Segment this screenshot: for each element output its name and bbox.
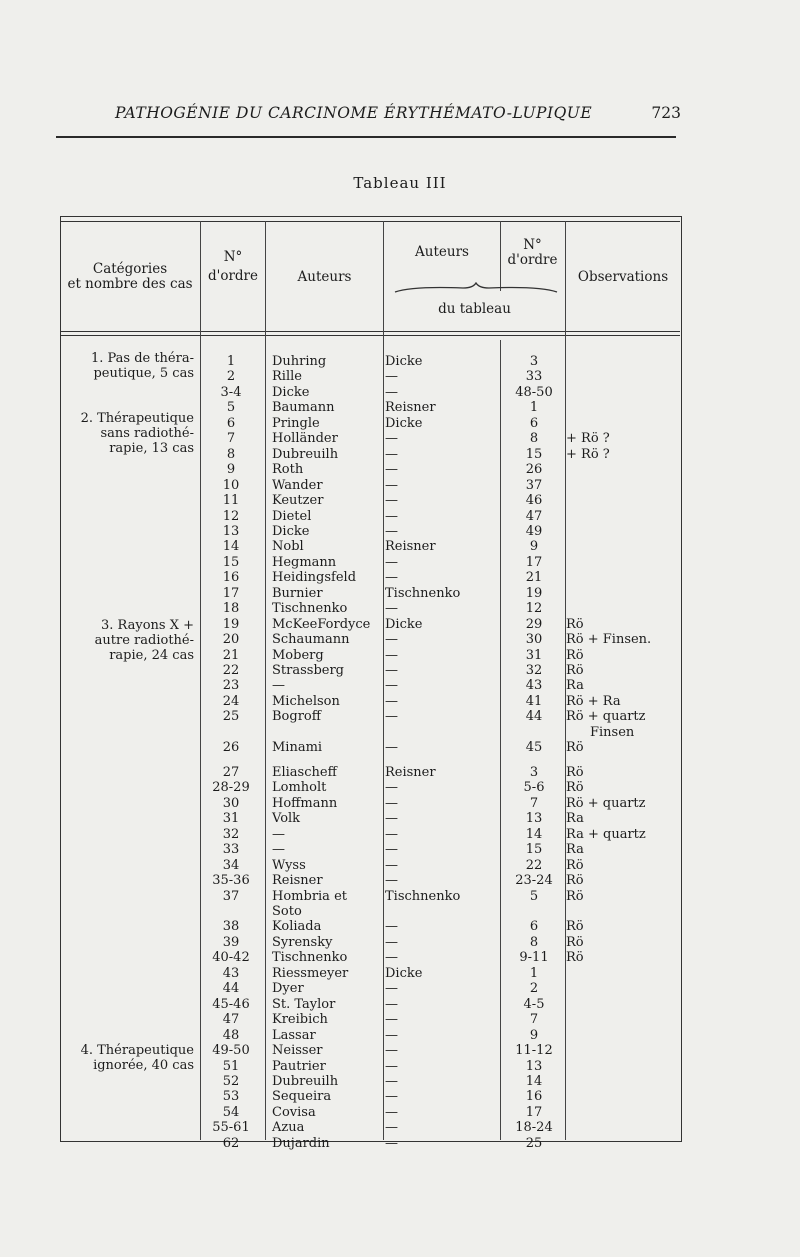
- row-table-author: —: [385, 919, 398, 935]
- row-table-author: —: [385, 740, 398, 756]
- row-numero: 21: [222, 647, 240, 663]
- row-table-author: —: [385, 523, 398, 539]
- row-numero: 62: [222, 1135, 240, 1151]
- row-numero: 38: [222, 919, 240, 935]
- row-numero: 14: [222, 539, 240, 555]
- row-numero: 33: [222, 842, 240, 858]
- row-author: Lassar: [272, 1027, 316, 1043]
- row-table-author: —: [385, 678, 398, 694]
- row-numero: 22: [222, 663, 240, 678]
- row-numero: 5: [226, 400, 236, 416]
- row-table-numero: 14: [525, 1073, 543, 1089]
- header-observations: Observations: [577, 269, 669, 285]
- row-numero: 45-46: [212, 996, 250, 1012]
- row-table-numero: 4-5: [523, 996, 545, 1012]
- row-author: Kreibich: [272, 1012, 328, 1028]
- row-numero: 20: [222, 632, 240, 648]
- row-observation: Rö: [566, 647, 584, 663]
- row-table-numero: 13: [525, 811, 543, 827]
- row-table-numero: 47: [525, 508, 543, 524]
- row-observation: Ra: [566, 811, 584, 827]
- row-table-author: Dicke: [385, 965, 423, 981]
- row-numero: 25: [222, 709, 240, 725]
- row-numero: 47: [222, 1012, 240, 1028]
- row-table-author: —: [385, 795, 398, 811]
- row-table-numero: 37: [525, 477, 543, 493]
- row-numero: 6: [226, 415, 236, 431]
- row-numero: 52: [222, 1073, 240, 1089]
- row-numero: 54: [222, 1104, 240, 1120]
- row-numero: 49-50: [212, 1043, 250, 1059]
- row-author: —: [272, 826, 285, 842]
- row-author: Schaumann: [272, 632, 350, 648]
- row-observation: + Rö ?: [566, 431, 610, 447]
- row-table-numero: 41: [525, 693, 543, 709]
- row-author: Moberg: [272, 647, 324, 663]
- row-table-author: —: [385, 1012, 398, 1028]
- row-author: Holländer: [272, 431, 338, 447]
- row-author: Heidingsfeld: [272, 570, 357, 586]
- row-table-numero: 45: [525, 740, 543, 756]
- header-numero: N° d'ordre: [207, 249, 259, 284]
- header-rule: [56, 136, 676, 138]
- row-table-author: —: [385, 554, 398, 570]
- row-author: Volk: [272, 811, 301, 827]
- row-table-author: —: [385, 601, 398, 617]
- row-table-numero: 31: [525, 647, 543, 663]
- row-observation: Rö + quartz: [566, 709, 646, 725]
- row-table-author: —: [385, 1089, 398, 1105]
- row-observation: Rö: [566, 934, 584, 950]
- row-numero: 26: [222, 740, 240, 756]
- row-table-numero: 48-50: [515, 384, 553, 400]
- row-author: Pringle: [272, 415, 320, 431]
- row-table-author: —: [385, 981, 398, 997]
- row-author: Riessmeyer: [272, 965, 349, 981]
- row-numero: 55-61: [212, 1120, 250, 1136]
- category-2: 2. Thérapeutique sans radiothé- rapie, 13 cas: [80, 411, 194, 456]
- row-table-author: Reisner: [385, 764, 436, 780]
- row-table-numero: 3: [529, 764, 539, 780]
- row-observation: + Rö ?: [566, 446, 610, 462]
- table-top-rule: [60, 221, 680, 222]
- row-table-author: —: [385, 477, 398, 493]
- row-observation: Rö: [566, 780, 584, 796]
- row-author: Burnier: [272, 585, 323, 601]
- row-table-numero: 22: [525, 857, 543, 873]
- row-author: —: [272, 842, 285, 858]
- row-observation-continued: Finsen: [590, 724, 635, 740]
- row-author-continued: Soto: [272, 904, 302, 920]
- row-numero: 44: [222, 981, 240, 997]
- row-table-numero: 15: [525, 842, 543, 858]
- row-table-numero: 16: [525, 1089, 543, 1105]
- row-table-author: —: [385, 647, 398, 663]
- row-observation: Rö: [566, 873, 584, 889]
- row-numero: 32: [222, 826, 240, 842]
- row-observation: Ra: [566, 842, 584, 858]
- row-author: Neisser: [272, 1043, 323, 1059]
- row-table-numero: 3: [529, 354, 539, 369]
- row-author: Syrensky: [272, 934, 333, 950]
- row-numero: 37: [222, 888, 240, 904]
- row-observation: Rö: [566, 919, 584, 935]
- row-numero: 34: [222, 857, 240, 873]
- row-table-numero: 7: [529, 795, 539, 811]
- row-numero: 2: [226, 369, 236, 385]
- running-header: [115, 104, 681, 134]
- row-author: Strassberg: [272, 663, 344, 678]
- row-table-author: —: [385, 570, 398, 586]
- row-author: Dietel: [272, 508, 312, 524]
- running-title: PATHOGÉNIE DU CARCINOME ÉRYTHÉMATO-LUPIQUE: [115, 104, 593, 122]
- row-author: Dujardin: [272, 1135, 330, 1151]
- row-author: Dyer: [272, 981, 304, 997]
- row-table-author: —: [385, 780, 398, 796]
- row-observation: Rö: [566, 857, 584, 873]
- row-table-author: —: [385, 369, 398, 385]
- row-table-author: Tischnenko: [385, 585, 461, 601]
- row-table-numero: 13: [525, 1058, 543, 1074]
- row-numero: 53: [222, 1089, 240, 1105]
- row-numero: 7: [226, 431, 236, 447]
- row-author: —: [272, 678, 285, 694]
- row-author: Wyss: [272, 857, 306, 873]
- row-observation: Rö: [566, 663, 584, 678]
- row-table-author: —: [385, 446, 398, 462]
- row-table-numero: 1: [529, 400, 539, 416]
- row-author: Dicke: [272, 384, 310, 400]
- row-numero: 11: [222, 493, 240, 509]
- row-table-numero: 30: [525, 632, 543, 648]
- row-numero: 1: [226, 354, 236, 369]
- row-numero: 24: [222, 693, 240, 709]
- row-table-numero: 49: [525, 523, 543, 539]
- row-author: Dubreuilh: [272, 446, 339, 462]
- row-table-author: —: [385, 1043, 398, 1059]
- row-table-numero: 6: [529, 415, 539, 431]
- row-table-numero: 9: [529, 1027, 539, 1043]
- row-numero: 17: [222, 585, 240, 601]
- row-author: Minami: [272, 740, 323, 756]
- row-table-numero: 46: [525, 493, 543, 509]
- row-author: Pautrier: [272, 1058, 326, 1074]
- row-observation: Rö: [566, 888, 584, 904]
- row-author: McKeeFordyce: [272, 616, 371, 632]
- row-author: Bogroff: [272, 709, 321, 725]
- row-numero: 13: [222, 523, 240, 539]
- row-table-author: —: [385, 811, 398, 827]
- row-table-author: —: [385, 1120, 398, 1136]
- row-table-numero: 9: [529, 539, 539, 555]
- header-du-tableau: du tableau: [438, 301, 511, 317]
- row-table-numero: 14: [525, 826, 543, 842]
- row-author: Hombria et: [272, 888, 347, 904]
- row-author: Roth: [272, 462, 304, 478]
- row-numero: 40-42: [212, 950, 250, 966]
- row-table-numero: 17: [525, 554, 543, 570]
- row-table-author: Dicke: [385, 415, 423, 431]
- row-author: Duhring: [272, 354, 327, 369]
- header-bottom-rule: [60, 331, 680, 332]
- row-author: Michelson: [272, 693, 340, 709]
- row-author: Hoffmann: [272, 795, 338, 811]
- header-auteurs-tableau: Auteurs: [415, 244, 469, 260]
- row-table-numero: 23-24: [515, 873, 553, 889]
- row-table-numero: 9-11: [519, 950, 549, 966]
- row-numero: 43: [222, 965, 240, 981]
- row-author: Koliada: [272, 919, 322, 935]
- row-numero: 19: [222, 616, 240, 632]
- row-observation: Ra: [566, 678, 584, 694]
- row-numero: 9: [226, 462, 236, 478]
- row-author: Dubreuilh: [272, 1073, 339, 1089]
- row-table-author: —: [385, 873, 398, 889]
- row-table-numero: 6: [529, 919, 539, 935]
- row-table-numero: 25: [525, 1135, 543, 1151]
- row-author: Keutzer: [272, 493, 324, 509]
- row-author: Tischnenko: [272, 601, 348, 617]
- row-table-author: —: [385, 842, 398, 858]
- header-numero-tableau: N° d'ordre: [507, 237, 558, 268]
- row-table-numero: 43: [525, 678, 543, 694]
- row-author: Lomholt: [272, 780, 327, 796]
- row-observation: Rö + quartz: [566, 795, 646, 811]
- row-table-author: —: [385, 663, 398, 678]
- row-numero: 10: [222, 477, 240, 493]
- row-author: Covisa: [272, 1104, 316, 1120]
- row-table-author: —: [385, 709, 398, 725]
- row-numero: 35-36: [212, 873, 250, 889]
- row-table-author: Reisner: [385, 400, 436, 416]
- row-numero: 16: [222, 570, 240, 586]
- row-table-author: —: [385, 462, 398, 478]
- row-author: Nobl: [272, 539, 304, 555]
- row-table-author: —: [385, 1058, 398, 1074]
- row-numero: 15: [222, 554, 240, 570]
- row-author: Wander: [272, 477, 323, 493]
- row-table-numero: 26: [525, 462, 543, 478]
- category-1: 1. Pas de théra- peutique, 5 cas: [90, 351, 194, 381]
- row-author: Baumann: [272, 400, 335, 416]
- row-table-numero: 5-6: [523, 780, 545, 796]
- page-number: 723: [651, 104, 681, 122]
- row-numero: 27: [222, 764, 240, 780]
- row-observation: Rö: [566, 616, 584, 632]
- row-table-author: Tischnenko: [385, 888, 461, 904]
- row-table-author: —: [385, 996, 398, 1012]
- row-table-numero: 1: [529, 965, 539, 981]
- row-table-author: —: [385, 493, 398, 509]
- table-title: Tableau III: [353, 174, 447, 192]
- header-categories: Catégories et nombre des cas: [67, 261, 193, 292]
- row-table-numero: 32: [525, 663, 543, 678]
- row-table-numero: 29: [525, 616, 543, 632]
- header-bottom-rule-2: [60, 335, 680, 336]
- row-table-author: —: [385, 693, 398, 709]
- row-table-author: —: [385, 1104, 398, 1120]
- row-table-numero: 7: [529, 1012, 539, 1028]
- category-4: 4. Thérapeutique ignorée, 40 cas: [80, 1043, 194, 1073]
- row-author: Azua: [272, 1120, 305, 1136]
- row-numero: 23: [222, 678, 240, 694]
- row-table-numero: 12: [525, 601, 543, 617]
- row-numero: 30: [222, 795, 240, 811]
- row-author: Reisner: [272, 873, 323, 889]
- brace-icon: [393, 282, 559, 296]
- row-table-numero: 19: [525, 585, 543, 601]
- row-table-numero: 17: [525, 1104, 543, 1120]
- row-numero: 12: [222, 508, 240, 524]
- header-auteurs: Auteurs: [297, 269, 352, 285]
- row-observation: Rö + Ra: [566, 693, 621, 709]
- row-table-author: —: [385, 632, 398, 648]
- row-numero: 31: [222, 811, 240, 827]
- row-numero: 28-29: [212, 780, 250, 796]
- row-table-author: —: [385, 1135, 398, 1151]
- row-author: Sequeira: [272, 1089, 332, 1105]
- category-3: 3. Rayons X + autre radiothé- rapie, 24 cas: [94, 618, 194, 663]
- row-table-author: Dicke: [385, 616, 423, 632]
- row-table-numero: 8: [529, 431, 539, 447]
- row-observation: Rö + Finsen.: [566, 632, 652, 648]
- row-observation: Ra + quartz: [566, 826, 646, 842]
- row-table-author: —: [385, 431, 398, 447]
- row-table-numero: 15: [525, 446, 543, 462]
- row-numero: 3-4: [220, 384, 242, 400]
- col-sep-2: [265, 221, 266, 1140]
- row-table-numero: 5: [529, 888, 539, 904]
- row-author: Dicke: [272, 523, 310, 539]
- row-table-numero: 11-12: [515, 1043, 553, 1059]
- row-table-author: —: [385, 934, 398, 950]
- row-numero: 8: [226, 446, 236, 462]
- row-table-author: —: [385, 826, 398, 842]
- row-author: Hegmann: [272, 554, 337, 570]
- row-table-author: Dicke: [385, 354, 423, 369]
- row-author: Tischnenko: [272, 950, 348, 966]
- row-author: St. Taylor: [272, 996, 336, 1012]
- row-table-numero: 33: [525, 369, 543, 385]
- row-table-author: —: [385, 857, 398, 873]
- row-table-author: —: [385, 508, 398, 524]
- row-table-author: —: [385, 384, 398, 400]
- row-table-numero: 8: [529, 934, 539, 950]
- row-table-author: Reisner: [385, 539, 436, 555]
- row-observation: Rö: [566, 740, 584, 756]
- row-numero: 51: [222, 1058, 240, 1074]
- row-table-numero: 21: [525, 570, 543, 586]
- row-table-numero: 18-24: [515, 1120, 553, 1136]
- row-author: Rille: [272, 369, 302, 385]
- row-author: Eliascheff: [272, 764, 337, 780]
- row-observation: Rö: [566, 950, 584, 966]
- row-table-author: —: [385, 1027, 398, 1043]
- row-table-author: —: [385, 950, 398, 966]
- row-table-author: —: [385, 1073, 398, 1089]
- row-numero: 48: [222, 1027, 240, 1043]
- row-numero: 18: [222, 601, 240, 617]
- col-sep-3: [383, 221, 384, 1140]
- row-table-numero: 44: [525, 709, 543, 725]
- row-table-numero: 2: [529, 981, 539, 997]
- row-numero: 39: [222, 934, 240, 950]
- row-observation: Rö: [566, 764, 584, 780]
